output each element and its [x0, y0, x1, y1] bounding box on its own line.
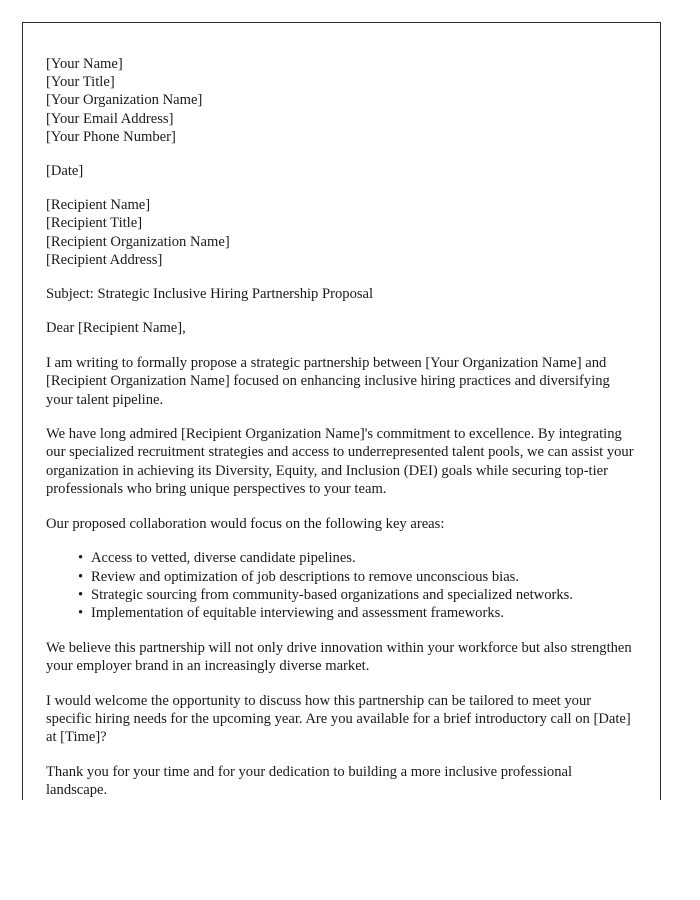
spacer-after-date: [46, 180, 635, 196]
sender-organization: [Your Organization Name]: [46, 92, 203, 109]
spacer-after-salutation: [46, 338, 635, 354]
recipient-address: [Recipient Address]: [46, 251, 163, 268]
key-areas-intro: Our proposed collaboration would focus on the following key areas:: [46, 515, 445, 532]
paragraph-belief: We believe this partnership will not only drive innovation within your workforce but also strengthen your employer brand in an increasingly diverse market.: [46, 639, 632, 675]
sender-address-block: [46, 55, 635, 146]
spacer-5: [46, 676, 635, 692]
recipient-organization: [Recipient Organization Name]: [46, 233, 230, 250]
list-item: • Review and optimization of job descriptions to remove unconscious bias.: [91, 568, 635, 586]
document-page: [22, 22, 661, 800]
recipient-address-block: [46, 196, 635, 269]
spacer-after-sender: [46, 146, 635, 162]
salutation: Dear [Recipient Name],: [46, 320, 186, 337]
spacer-6: [46, 747, 635, 763]
recipient-name: [Recipient Name]: [46, 197, 151, 214]
subject-line: Subject: Strategic Inclusive Hiring Partnership Proposal: [46, 286, 374, 303]
sender-name: [Your Name]: [46, 56, 123, 72]
spacer-after-subject: [46, 303, 635, 319]
paragraph-call-request: I would welcome the opportunity to discuss how this partnership can be tailored to meet your specific hiring needs for the upcoming year. Are you available for a brief introductory call on [Date] at [Time]?: [46, 692, 631, 746]
letter-body: [46, 55, 635, 800]
spacer-2: [46, 499, 635, 515]
sender-email: [Your Email Address]: [46, 110, 174, 127]
paragraph-thanks: Thank you for your time and for your dedication to building a more inclusive professional landscape.: [46, 763, 573, 799]
sender-phone: [Your Phone Number]: [46, 128, 176, 145]
date-line: [Date]: [46, 163, 84, 180]
spacer-3: [46, 533, 635, 549]
spacer-1: [46, 409, 635, 425]
list-item: • Access to vetted, diverse candidate pipelines.: [91, 549, 635, 567]
paragraph-intro: I am writing to formally propose a strategic partnership between [Your Organization Name] and [Recipient Organization Name] focused on enhancing inclusive hiring practices and diversifying your talent pipeline.: [46, 354, 610, 408]
list-item: • Strategic sourcing from community-based organizations and specialized networks.: [91, 586, 635, 604]
sender-title: [Your Title]: [46, 74, 115, 91]
recipient-title: [Recipient Title]: [46, 215, 143, 232]
key-areas-list: [46, 549, 635, 623]
spacer-after-recipient: [46, 269, 635, 285]
list-item: • Implementation of equitable interviewing and assessment frameworks.: [91, 604, 635, 622]
paragraph-admiration: We have long admired [Recipient Organization Name]'s commitment to excellence. By integrating our specialized recruitment strategies and access to underrepresented talent pools, we can assist your organization in achieving its Diversity, Equity, and Inclusion (DEI) goals while securing top-tier professionals who bring unique perspectives to your team.: [46, 426, 634, 498]
spacer-4: [46, 623, 635, 639]
